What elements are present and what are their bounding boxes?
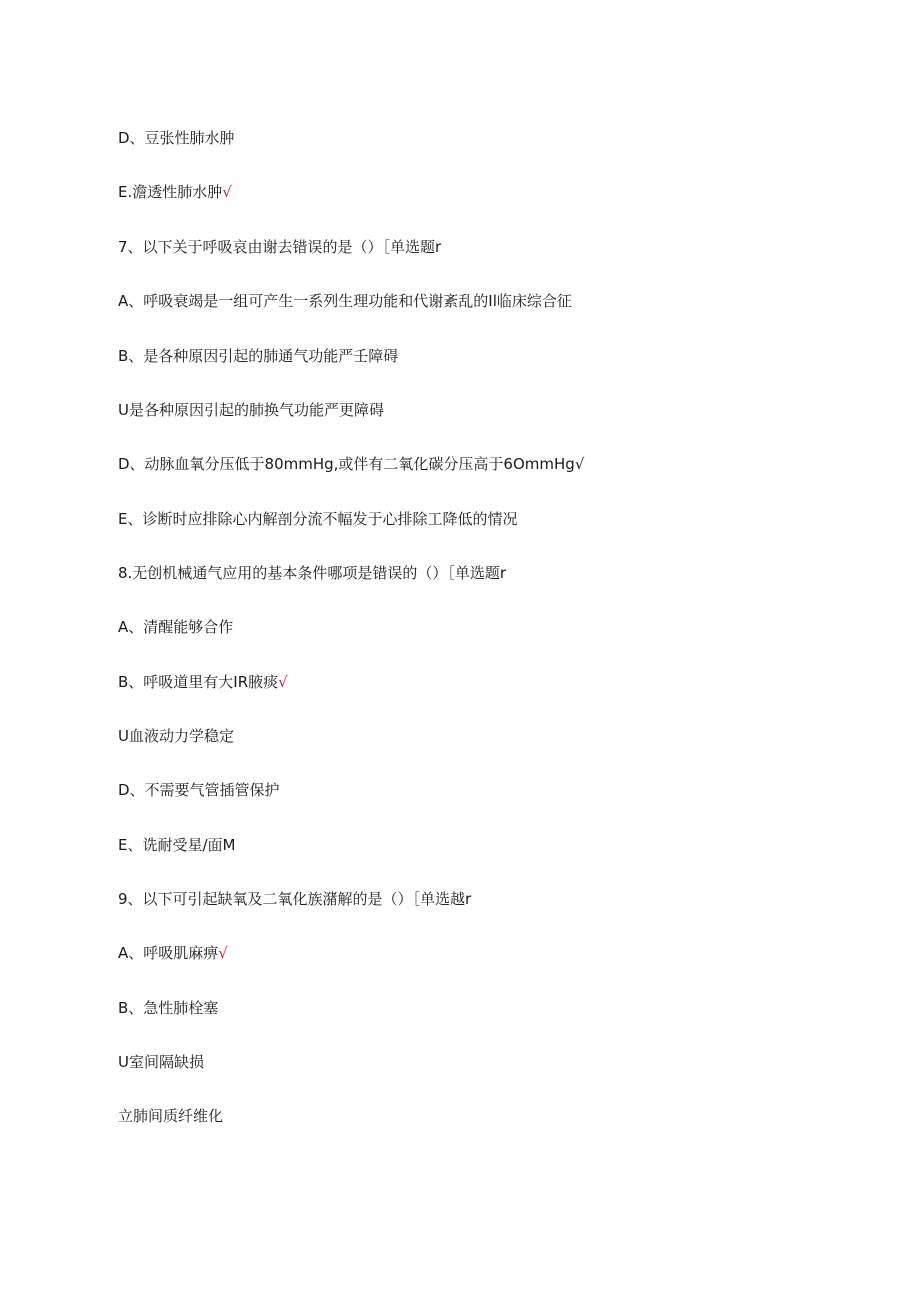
option-line bbox=[118, 128, 235, 148]
question-line bbox=[118, 563, 506, 583]
line-text: U血液动力学稳定 bbox=[118, 727, 234, 745]
line-text: A、呼吸衰竭是一组可产生一系列生理功能和代谢紊乱的Il临床综合征 bbox=[118, 292, 572, 310]
line-text: 立肺间质纤维化 bbox=[118, 1107, 224, 1125]
option-line-correct bbox=[118, 454, 584, 474]
line-text: E、诊断时应排除心内解剖分流不幅发于心排除工降低的情况 bbox=[118, 510, 518, 528]
option-line bbox=[118, 291, 572, 311]
option-line bbox=[118, 726, 234, 746]
check-mark: √ bbox=[222, 183, 232, 201]
question-line bbox=[118, 889, 471, 909]
option-line bbox=[118, 1052, 204, 1072]
line-text: U室间隔缺损 bbox=[118, 1053, 204, 1071]
line-text: B、是各种原因引起的肺通气功能严壬障碍 bbox=[118, 347, 399, 365]
question-line bbox=[118, 237, 441, 257]
option-line bbox=[118, 509, 517, 529]
line-text: 8.无创机械通气应用的基本条件哪项是错误的（）［单选题r bbox=[118, 564, 506, 582]
option-line bbox=[118, 346, 398, 366]
option-line bbox=[118, 1106, 223, 1126]
line-text: 7、以下关于呼吸哀由谢去错误的是（）［单选题r bbox=[118, 238, 442, 256]
line-text: B、急性肺栓塞 bbox=[118, 999, 219, 1017]
line-text: D、豆张性肺水肿 bbox=[118, 129, 235, 147]
line-text: E、诜耐受星/面M bbox=[118, 836, 236, 854]
option-line bbox=[118, 780, 280, 800]
line-text: D、不需要气管插管保护 bbox=[118, 781, 280, 799]
option-line bbox=[118, 998, 218, 1018]
line-text: A、清醒能够合作 bbox=[118, 618, 234, 636]
line-text: 9、以下可引起缺氧及二氧化族潴解的是（）［单选越r bbox=[118, 890, 472, 908]
option-line bbox=[118, 835, 235, 855]
option-line-correct bbox=[118, 943, 228, 963]
line-text: B、呼吸道里有大IR腋痰 bbox=[118, 673, 279, 691]
option-line-correct bbox=[118, 182, 232, 202]
check-mark: √ bbox=[218, 944, 228, 962]
line-text: U是各种原因引起的肺换气功能严更障碍 bbox=[118, 401, 384, 419]
line-text: A、呼吸肌麻痹 bbox=[118, 944, 219, 962]
check-mark: √ bbox=[574, 455, 585, 473]
check-mark: √ bbox=[278, 673, 288, 691]
line-text: D、动脉血氧分压低于80mmHg,或伴有二氧化碳分压高于6OmmHg bbox=[118, 455, 575, 473]
option-line-correct bbox=[118, 672, 288, 692]
line-text: E.澹透性肺水肿 bbox=[118, 183, 223, 201]
option-line bbox=[118, 617, 233, 637]
option-line bbox=[118, 400, 384, 420]
